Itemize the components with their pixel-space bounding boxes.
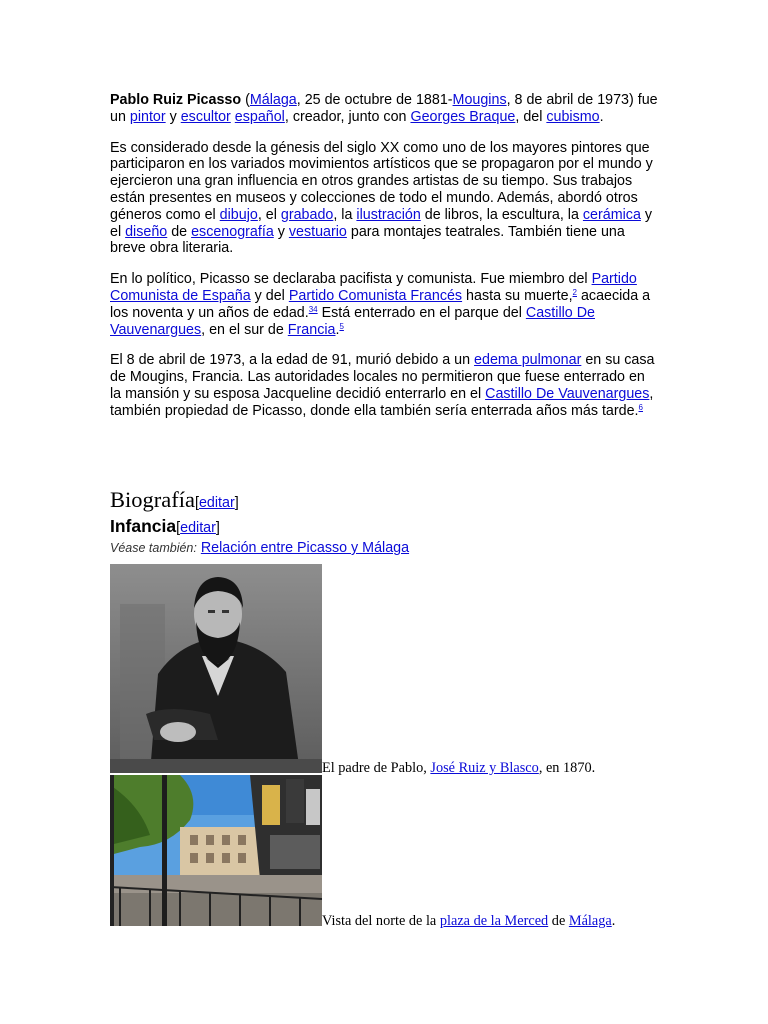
link-pintor[interactable]: pintor (129, 108, 166, 125)
link-malaga[interactable]: Málaga (249, 92, 297, 108)
link-edema-pulmonar[interactable]: edema pulmonar (474, 352, 582, 369)
reference-34[interactable]: 34 (308, 304, 318, 314)
link-jose-ruiz-y-blasco[interactable]: José Ruiz y Blasco (430, 760, 539, 776)
link-grabado[interactable]: grabado (280, 206, 334, 223)
section-heading-biografia: Biografía[editar] (110, 487, 239, 512)
reference-6[interactable]: 6 (638, 402, 643, 412)
link-partido-comunista-espana[interactable]: Partido Comunista de España (110, 271, 637, 304)
link-escultor[interactable]: escultor (180, 108, 231, 125)
article-subject-name: Pablo Ruiz Picasso (110, 92, 242, 108)
edit-link-infancia[interactable]: editar (180, 520, 216, 536)
link-georges-braque[interactable]: Georges Braque (410, 108, 516, 125)
link-malaga-caption[interactable]: Málaga (568, 913, 612, 929)
politics-paragraph: En lo político, Picasso se declaraba pacifista y comunista. Fue miembro del Partido Comunista de España y del Partido Comunista Francés hasta su muerte,$^2$ acaecida a los noventa y un años de edad.$^{34}$ Está enterrado en el parque del Castillo De Vauvenargues, en el sur de Francia.$^5$ (110, 271, 651, 338)
reference-5[interactable]: 5 (339, 321, 344, 331)
link-espanol[interactable]: español (234, 108, 285, 125)
see-also-note (110, 539, 409, 557)
link-diseno[interactable]: diseño (125, 223, 168, 240)
link-francia[interactable]: Francia (287, 321, 336, 338)
article-body (110, 92, 658, 434)
plaza-merced-photo (110, 775, 322, 926)
intro-paragraph: Pablo Ruiz Picasso (Málaga, 25 de octubre de 1881-Mougins, 8 de abril de 1973) fue un pintor y escultor español, creador, junto con Georges Braque, del cubismo. (110, 92, 658, 125)
link-vestuario[interactable]: vestuario (288, 223, 347, 240)
link-castillo-vauvenargues-2[interactable]: Castillo De Vauvenargues (485, 385, 650, 402)
link-relacion-picasso-malaga[interactable]: Relación entre Picasso y Málaga (200, 540, 410, 556)
reference-2[interactable]: 2 (572, 287, 577, 297)
portrait-photo-jose-ruiz (110, 564, 322, 773)
caption-father: El padre de Pablo, José Ruiz y Blasco, en 1870. (322, 760, 596, 776)
link-castillo-vauvenargues[interactable]: Castillo De Vauvenargues (110, 304, 595, 338)
link-ceramica[interactable]: cerámica (582, 206, 641, 223)
link-partido-comunista-frances[interactable]: Partido Comunista Francés (288, 287, 463, 304)
section-heading-infancia: Infancia[editar] (110, 516, 220, 536)
link-plaza-de-la-merced[interactable]: plaza de la Merced (439, 913, 549, 929)
link-escenografia[interactable]: escenografía (191, 223, 274, 240)
link-ilustracion[interactable]: ilustración (356, 206, 421, 223)
see-also-label: Véase también: (110, 541, 197, 555)
death-paragraph: El 8 de abril de 1973, a la edad de 91, murió debido a un edema pulmonar en su casa de Mougins, Francia. Las autoridades locales no permitieron que fuese enterrado en la mansión y su esposa Jacqueline decidió enterrarlo en el Castillo De Vauvenargues, también propiedad de Picasso, donde ella también sería enterrada años más tarde.$^6$ (110, 352, 655, 419)
caption-plaza: Vista del norte de la plaza de la Merced de Málaga. (322, 913, 616, 929)
link-mougins[interactable]: Mougins (452, 92, 507, 108)
link-dibujo[interactable]: dibujo (219, 206, 258, 223)
link-cubismo[interactable]: cubismo (546, 108, 600, 125)
career-paragraph: Es considerado desde la génesis del siglo XX como uno de los mayores pintores que participaron en los variados movimientos artísticos que se propagaron por el mundo y ejercieron una gran influencia en otros grandes artistas de su tiempo. Sus trabajos están presentes en museos y colecciones de todo el mundo. Además, abordó otros géneros como el dibujo, el grabado, la ilustración de libros, la escultura, la cerámica y el diseño de escenografía y vestuario para montajes teatrales. También tiene una breve obra literaria. (110, 139, 653, 257)
edit-link-biografia[interactable]: editar (198, 495, 235, 511)
